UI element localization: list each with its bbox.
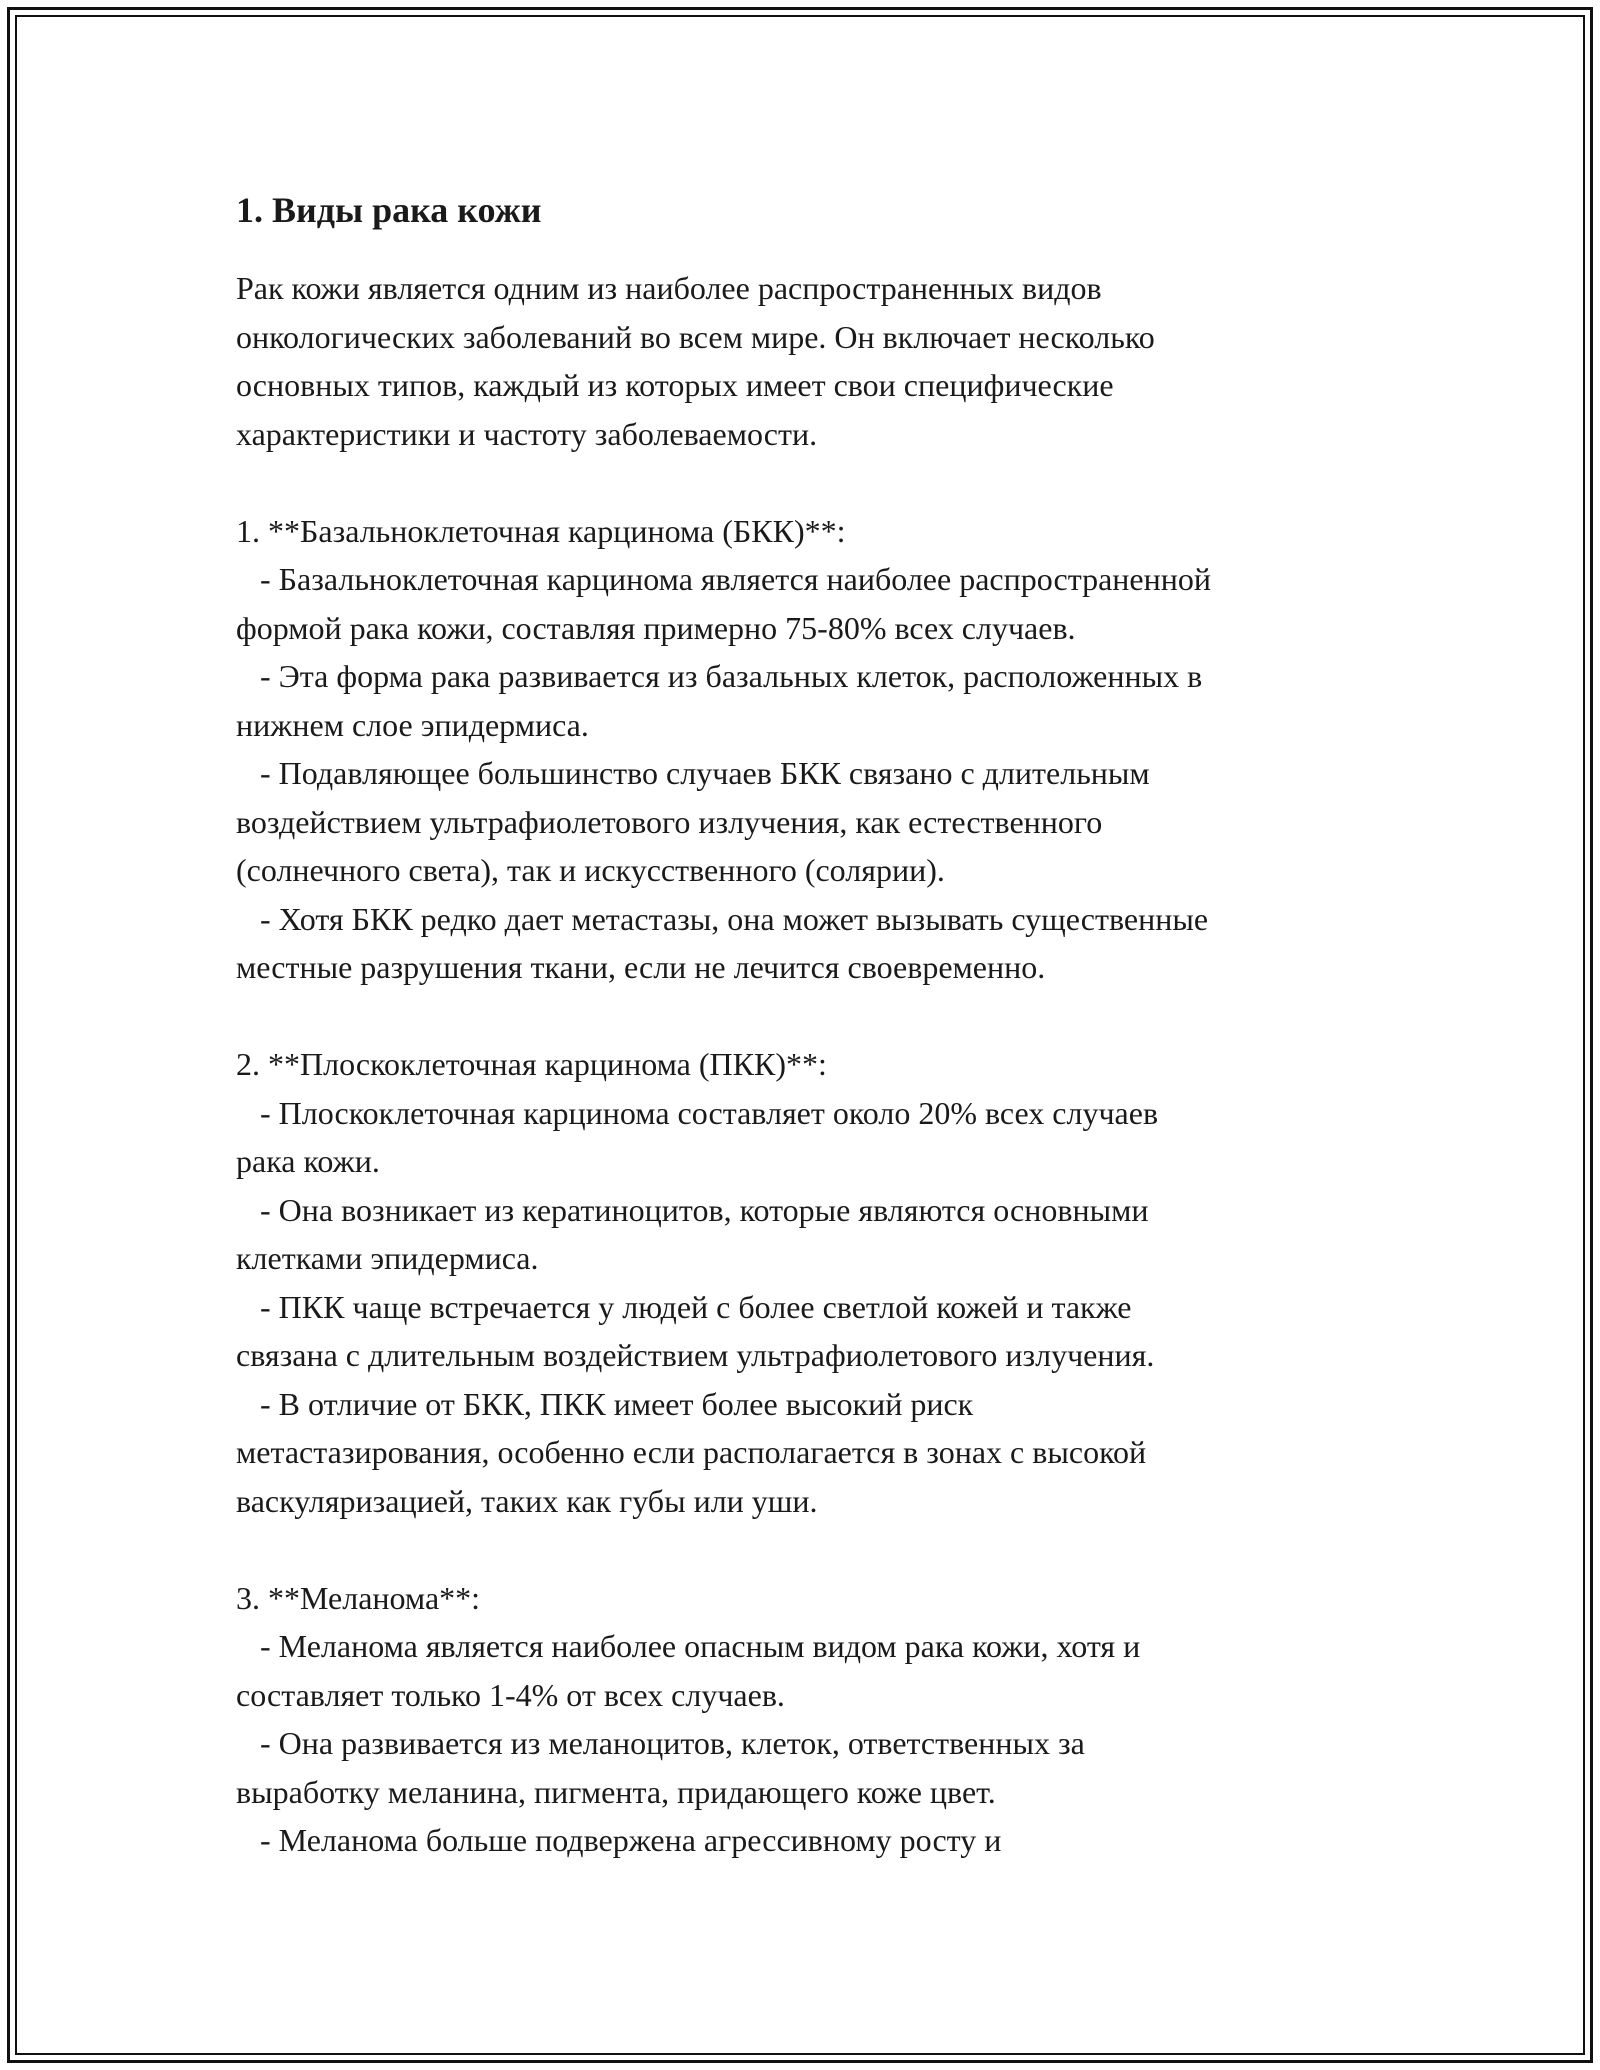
list-item-line: - Она развивается из меланоцитов, клеток, ответственных за <box>236 1725 1085 1761</box>
list-item-title: 3. **Меланома**: <box>236 1579 481 1616</box>
intro-paragraph <box>236 264 1386 458</box>
list-item-line: нижнем слое эпидермиса. <box>236 706 589 743</box>
intro-line: основных типов, каждый из которых имеет свои специфические <box>236 367 1114 403</box>
list-item-line: воздействием ультрафиолетового излучения, как естественного <box>236 803 1103 840</box>
list-item-line: - Базальноклеточная карцинома является наиболее распространенной <box>236 561 1211 597</box>
intro-line: онкологических заболеваний во всем мире. Он включает несколько <box>236 318 1155 355</box>
list-item-line: - ПКК чаще встречается у людей с более светлой кожей и также <box>236 1288 1132 1325</box>
section-bcc <box>236 507 1386 992</box>
list-item-line: метастазирования, особенно если располагается в зонах с высокой <box>236 1434 1147 1470</box>
section-scc <box>236 1040 1386 1525</box>
section-heading: 1. Виды рака кожи <box>236 190 542 230</box>
section-melanoma <box>236 1574 1386 1865</box>
list-item-line: связана с длительным воздействием ультрафиолетового излучения. <box>236 1337 1155 1373</box>
list-item-line: - Плоскоклеточная карцинома составляет около 20% всех случаев <box>236 1094 1159 1131</box>
intro-line: характеристики и частоту заболеваемости. <box>236 415 818 452</box>
list-item-line: - Хотя БКК редко дает метастазы, она может вызывать существенные <box>236 900 1209 937</box>
list-item-line: - Эта форма рака развивается из базальных клеток, расположенных в <box>236 658 1203 694</box>
list-item-line: местные разрушения ткани, если не лечится своевременно. <box>236 949 1046 985</box>
list-item-line: клетками эпидермиса. <box>236 1240 539 1276</box>
intro-line: Рак кожи является одним из наиболее распространенных видов <box>236 270 1102 306</box>
list-item-line: васкуляризацией, таких как губы или уши. <box>236 1482 818 1519</box>
list-item-line: - Она возникает из кератиноцитов, которые являются основными <box>236 1191 1149 1228</box>
list-item-title: 1. **Базальноклеточная карцинома (БКК)**: <box>236 512 846 549</box>
list-item-line: составляет только 1-4% от всех случаев. <box>236 1676 785 1713</box>
list-item-line: - В отличие от БКК, ПКК имеет более высокий риск <box>236 1385 974 1422</box>
list-item-title: 2. **Плоскоклеточная карцинома (ПКК)**: <box>236 1046 827 1082</box>
list-item-line: выработку меланина, пигмента, придающего коже цвет. <box>236 1773 996 1810</box>
list-item-line: формой рака кожи, составляя примерно 75-80% всех случаев. <box>236 609 1076 646</box>
list-item-line: - Подавляющее большинство случаев БКК связано с длительным <box>236 755 1150 791</box>
list-item-line: рака кожи. <box>236 1143 380 1179</box>
list-item-line: (солнечного света), так и искусственного (солярии). <box>236 852 945 888</box>
list-item-line: - Меланома является наиболее опасным видом рака кожи, хотя и <box>236 1628 1141 1664</box>
document-body <box>236 186 1386 1865</box>
list-item-line: - Меланома больше подвержена агрессивному росту и <box>236 1822 1002 1858</box>
